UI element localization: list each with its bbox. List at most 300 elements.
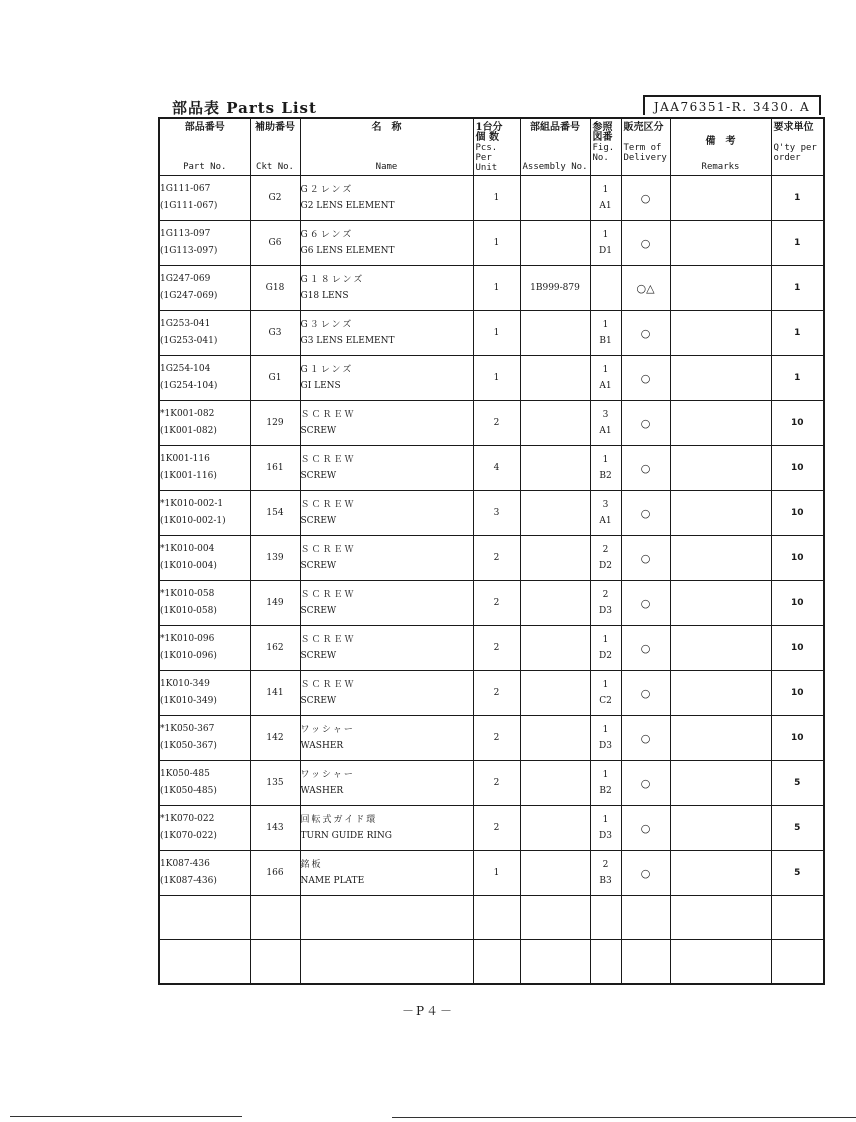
delivery-mark: ○	[640, 731, 651, 745]
assembly-cell	[520, 491, 590, 536]
ckt-no: 129	[266, 418, 284, 428]
remarks-cell	[670, 761, 771, 806]
col-order-qty	[771, 118, 824, 176]
order-qty: 1	[794, 283, 801, 293]
qty-cell	[473, 626, 520, 671]
part-no-cell	[159, 851, 250, 896]
part-no: 1G247-069	[160, 274, 211, 284]
fig-cell	[590, 446, 621, 491]
bottom-rule-right	[392, 1117, 856, 1118]
order-qty-cell	[771, 356, 824, 401]
fig-sheet: 2	[602, 860, 609, 870]
delivery-cell	[621, 221, 670, 266]
part-no-alt: (1K050-367)	[160, 741, 217, 751]
part-no-alt: (1G247-069)	[160, 291, 218, 301]
fig-cell	[590, 671, 621, 716]
order-qty-cell	[771, 446, 824, 491]
part-no: *1K010-004	[160, 544, 215, 554]
qty: 3	[493, 508, 500, 518]
order-qty: 10	[790, 733, 804, 743]
order-qty-cell	[771, 536, 824, 581]
empty-cell	[473, 896, 520, 940]
part-no-cell	[159, 491, 250, 536]
delivery-mark: ○	[640, 551, 651, 565]
empty-cell	[250, 896, 300, 940]
ckt-no: G6	[268, 238, 282, 248]
part-no-alt: (1K087-436)	[160, 876, 217, 886]
remarks-cell	[670, 221, 771, 266]
col-name	[300, 118, 473, 176]
empty-cell	[670, 896, 771, 940]
ckt-no: G3	[268, 328, 282, 338]
qty-cell	[473, 851, 520, 896]
fig-zone: D2	[599, 651, 612, 661]
page-number: －P４－	[401, 1004, 455, 1018]
delivery-mark: ○	[640, 866, 651, 880]
fig-zone: A1	[599, 426, 612, 436]
col-order-en2: order	[773, 153, 801, 163]
delivery-cell	[621, 311, 670, 356]
name-jp: 回転式ガイド環	[300, 815, 378, 825]
col-delivery-en1: Term of	[623, 143, 662, 153]
order-qty-cell	[771, 221, 824, 266]
fig-zone: B2	[599, 471, 612, 481]
empty-cell	[590, 940, 621, 984]
ckt-no-cell	[250, 221, 300, 266]
remarks-cell	[670, 311, 771, 356]
part-no-cell	[159, 806, 250, 851]
part-no: 1G253-041	[160, 319, 211, 329]
col-qty-labels	[476, 123, 518, 173]
assembly-cell	[520, 446, 590, 491]
delivery-mark: ○	[640, 776, 651, 790]
delivery-cell	[621, 446, 670, 491]
order-qty: 10	[790, 508, 804, 518]
fig-cell	[590, 536, 621, 581]
name-jp: G６レンズ	[300, 230, 354, 240]
empty-cell	[159, 896, 250, 940]
remarks-cell	[670, 626, 771, 671]
part-no-cell	[159, 761, 250, 806]
ckt-no-cell	[250, 536, 300, 581]
part-no-alt: (1G113-097)	[160, 246, 218, 256]
order-qty: 5	[794, 778, 801, 788]
part-no-alt: (1K010-058)	[160, 606, 217, 616]
name-jp: ワッシャー	[300, 770, 355, 780]
part-no: 1K050-485	[160, 769, 210, 779]
part-no: 1K010-349	[160, 679, 210, 689]
assembly-cell	[520, 536, 590, 581]
ckt-no-cell	[250, 176, 300, 221]
delivery-cell	[621, 806, 670, 851]
name-en: WASHER	[300, 741, 344, 751]
fig-sheet: 1	[602, 230, 609, 240]
order-qty-cell	[771, 806, 824, 851]
part-no: *1K010-002-1	[160, 499, 224, 509]
fig-cell	[590, 356, 621, 401]
fig-cell	[590, 581, 621, 626]
name-en: WASHER	[300, 786, 344, 796]
ckt-no-cell	[250, 761, 300, 806]
table-row	[159, 671, 824, 716]
name-cell	[300, 851, 473, 896]
fig-sheet: 1	[602, 725, 609, 735]
name-cell	[300, 401, 473, 446]
qty-cell	[473, 266, 520, 311]
delivery-mark: ○	[640, 686, 651, 700]
qty: 1	[493, 868, 500, 878]
part-no-cell	[159, 716, 250, 761]
parts-table-body	[159, 176, 824, 984]
col-ckt-no-jp: 補助番号	[255, 122, 295, 133]
empty-cell	[520, 940, 590, 984]
col-part-no-jp: 部品番号	[184, 122, 225, 133]
col-qty-en1: Pcs. Per	[475, 143, 498, 163]
fig-cell	[590, 491, 621, 536]
order-qty: 10	[790, 463, 804, 473]
col-order-labels	[774, 123, 822, 163]
qty-cell	[473, 356, 520, 401]
order-qty: 5	[794, 868, 801, 878]
header-row	[159, 118, 824, 176]
qty: 2	[493, 418, 500, 428]
name-jp: ＳＣＲＥＷ	[300, 410, 356, 420]
name-cell	[300, 536, 473, 581]
assembly-cell	[520, 581, 590, 626]
name-en: G18 LENS	[300, 291, 349, 301]
part-no-cell	[159, 536, 250, 581]
fig-zone: B1	[599, 336, 612, 346]
delivery-mark: ○	[640, 371, 651, 385]
ckt-no-cell	[250, 806, 300, 851]
part-no: 1G254-104	[160, 364, 211, 374]
document-number: JAA76351-R. 3430. A	[643, 95, 821, 115]
delivery-mark: ○	[640, 236, 651, 250]
assembly-cell	[520, 761, 590, 806]
part-no-alt: (1K001-116)	[160, 471, 217, 481]
ckt-no: 154	[266, 508, 284, 518]
name-en: SCREW	[300, 651, 337, 661]
ckt-no-cell	[250, 356, 300, 401]
empty-cell	[250, 940, 300, 984]
part-no: 1K001-116	[160, 454, 210, 464]
table-row	[159, 176, 824, 221]
assembly-cell	[520, 221, 590, 266]
ckt-no: G18	[265, 283, 285, 293]
qty-cell	[473, 311, 520, 356]
name-cell	[300, 626, 473, 671]
delivery-mark: ○	[640, 596, 651, 610]
delivery-mark: ○△	[636, 281, 655, 295]
remarks-cell	[670, 851, 771, 896]
order-qty-cell	[771, 491, 824, 536]
col-ckt-no-en: Ckt No.	[256, 162, 294, 172]
name-cell	[300, 671, 473, 716]
col-delivery-jp: 販売区分	[623, 122, 664, 133]
part-no-cell	[159, 671, 250, 716]
delivery-cell	[621, 491, 670, 536]
order-qty-cell	[771, 581, 824, 626]
fig-cell	[590, 716, 621, 761]
table-row	[159, 716, 824, 761]
table-row	[159, 761, 824, 806]
name-cell	[300, 266, 473, 311]
qty: 2	[493, 553, 500, 563]
col-qty-jp1: 1台分	[475, 122, 503, 133]
name-jp: ワッシャー	[300, 725, 355, 735]
order-qty-cell	[771, 311, 824, 356]
part-no-alt: (1G111-067)	[160, 201, 218, 211]
qty: 1	[493, 283, 500, 293]
name-jp: 銘板	[300, 860, 323, 870]
col-name-jp: 名 称	[371, 122, 402, 133]
order-qty: 10	[790, 553, 804, 563]
empty-cell	[159, 940, 250, 984]
part-no: *1K070-022	[160, 814, 215, 824]
col-order-en1: Q'ty per	[773, 143, 817, 153]
part-no: 1G113-097	[160, 229, 211, 239]
qty: 1	[493, 328, 500, 338]
empty-cell	[771, 940, 824, 984]
col-remarks	[670, 118, 771, 176]
order-qty: 1	[794, 238, 801, 248]
empty-cell	[473, 940, 520, 984]
name-en: SCREW	[300, 516, 337, 526]
empty-row	[159, 896, 824, 940]
delivery-cell	[621, 176, 670, 221]
empty-cell	[771, 896, 824, 940]
name-cell	[300, 221, 473, 266]
delivery-mark: ○	[640, 191, 651, 205]
fig-zone: D1	[599, 246, 612, 256]
name-jp: ＳＣＲＥＷ	[300, 590, 356, 600]
col-ckt-no	[250, 118, 300, 176]
part-no-alt: (1K001-082)	[160, 426, 217, 436]
ckt-no-cell	[250, 851, 300, 896]
fig-sheet: 1	[602, 815, 609, 825]
remarks-cell	[670, 491, 771, 536]
qty-cell	[473, 401, 520, 446]
qty-cell	[473, 761, 520, 806]
name-cell	[300, 356, 473, 401]
name-jp: ＳＣＲＥＷ	[300, 545, 356, 555]
name-en: NAME PLATE	[300, 876, 365, 886]
name-cell	[300, 581, 473, 626]
name-en: SCREW	[300, 426, 337, 436]
name-en: G6 LENS ELEMENT	[300, 246, 395, 256]
col-part-no	[159, 118, 250, 176]
qty-cell	[473, 446, 520, 491]
fig-cell	[590, 176, 621, 221]
order-qty-cell	[771, 626, 824, 671]
bottom-rule-left	[10, 1116, 242, 1117]
remarks-cell	[670, 176, 771, 221]
name-jp: G３レンズ	[300, 320, 354, 330]
col-fig-en1: Fig.	[592, 143, 615, 153]
fig-sheet: 2	[602, 590, 609, 600]
delivery-cell	[621, 761, 670, 806]
name-jp: G１８レンズ	[300, 275, 365, 285]
fig-sheet: 1	[602, 635, 609, 645]
qty: 2	[493, 688, 500, 698]
empty-cell	[621, 896, 670, 940]
part-no-alt: (1K010-349)	[160, 696, 217, 706]
qty-cell	[473, 491, 520, 536]
name-en: SCREW	[300, 561, 337, 571]
fig-sheet: 1	[602, 455, 609, 465]
empty-cell	[520, 896, 590, 940]
ckt-no-cell	[250, 401, 300, 446]
order-qty-cell	[771, 716, 824, 761]
assembly-cell	[520, 176, 590, 221]
fig-zone: B2	[599, 786, 612, 796]
delivery-cell	[621, 716, 670, 761]
part-no: *1K001-082	[160, 409, 215, 419]
part-no-cell	[159, 176, 250, 221]
name-jp: G２レンズ	[300, 185, 354, 195]
name-cell	[300, 761, 473, 806]
assembly-cell	[520, 311, 590, 356]
order-qty-cell	[771, 671, 824, 716]
fig-sheet: 1	[602, 185, 609, 195]
col-qty-jp2: 個 数	[475, 132, 499, 143]
delivery-cell	[621, 266, 670, 311]
name-cell	[300, 491, 473, 536]
empty-cell	[300, 940, 473, 984]
part-no: 1K087-436	[160, 859, 210, 869]
part-no-alt: (1K010-002-1)	[160, 516, 226, 526]
order-qty-cell	[771, 761, 824, 806]
col-fig	[590, 118, 621, 176]
delivery-mark: ○	[640, 326, 651, 340]
fig-sheet: 1	[602, 680, 609, 690]
ckt-no-cell	[250, 581, 300, 626]
part-no: *1K010-096	[160, 634, 215, 644]
assembly-cell	[520, 851, 590, 896]
col-delivery	[621, 118, 670, 176]
name-cell	[300, 806, 473, 851]
fig-zone: B3	[599, 876, 612, 886]
table-row	[159, 401, 824, 446]
table-row	[159, 806, 824, 851]
qty-cell	[473, 536, 520, 581]
ckt-no: 139	[266, 553, 284, 563]
table-row	[159, 446, 824, 491]
ckt-no-cell	[250, 266, 300, 311]
name-en: TURN GUIDE RING	[300, 831, 392, 841]
order-qty: 1	[794, 328, 801, 338]
table-row	[159, 266, 824, 311]
ckt-no: 161	[266, 463, 284, 473]
fig-cell	[590, 221, 621, 266]
table-row	[159, 626, 824, 671]
ckt-no: G2	[268, 193, 282, 203]
qty: 4	[493, 463, 500, 473]
table-row	[159, 221, 824, 266]
qty: 1	[493, 193, 500, 203]
assembly-cell	[520, 401, 590, 446]
part-no-cell	[159, 311, 250, 356]
fig-sheet: 2	[602, 545, 609, 555]
ckt-no-cell	[250, 626, 300, 671]
fig-zone: C2	[599, 696, 612, 706]
part-no-alt: (1K050-485)	[160, 786, 217, 796]
assembly-cell	[520, 266, 590, 311]
qty: 2	[493, 643, 500, 653]
part-no: *1K010-058	[160, 589, 215, 599]
part-no-alt: (1K010-096)	[160, 651, 217, 661]
delivery-cell	[621, 626, 670, 671]
part-no-alt: (1G254-104)	[160, 381, 218, 391]
ckt-no: 141	[266, 688, 284, 698]
name-en: SCREW	[300, 696, 337, 706]
remarks-cell	[670, 356, 771, 401]
name-en: SCREW	[300, 471, 337, 481]
part-no-cell	[159, 581, 250, 626]
name-cell	[300, 446, 473, 491]
delivery-cell	[621, 581, 670, 626]
fig-sheet: 3	[602, 500, 609, 510]
order-qty: 1	[794, 193, 801, 203]
name-jp: G１レンズ	[300, 365, 354, 375]
part-no-cell	[159, 356, 250, 401]
remarks-cell	[670, 806, 771, 851]
empty-row	[159, 940, 824, 984]
qty-cell	[473, 581, 520, 626]
fig-cell	[590, 761, 621, 806]
col-delivery-en2: Delivery	[623, 153, 667, 163]
table-row	[159, 311, 824, 356]
delivery-mark: ○	[640, 821, 651, 835]
parts-table	[158, 117, 825, 985]
col-assembly-jp: 部組品番号	[530, 122, 580, 133]
assembly-no: 1B999-879	[530, 283, 580, 293]
table-row	[159, 536, 824, 581]
fig-zone: A1	[599, 516, 612, 526]
fig-sheet: 1	[602, 770, 609, 780]
delivery-cell	[621, 356, 670, 401]
col-fig-jp2: 図番	[592, 132, 613, 143]
remarks-cell	[670, 581, 771, 626]
fig-cell	[590, 806, 621, 851]
ckt-no-cell	[250, 491, 300, 536]
qty-cell	[473, 716, 520, 761]
assembly-cell	[520, 716, 590, 761]
remarks-cell	[670, 671, 771, 716]
fig-cell	[590, 401, 621, 446]
ckt-no: 162	[266, 643, 284, 653]
name-en: SCREW	[300, 606, 337, 616]
assembly-cell	[520, 806, 590, 851]
remarks-cell	[670, 716, 771, 761]
col-fig-jp1: 参照	[592, 122, 613, 133]
name-en: GI LENS	[300, 381, 341, 391]
name-cell	[300, 311, 473, 356]
ckt-no-cell	[250, 716, 300, 761]
ckt-no-cell	[250, 311, 300, 356]
part-no-alt: (1G253-041)	[160, 336, 218, 346]
col-fig-en2: No.	[592, 153, 609, 163]
delivery-mark: ○	[640, 461, 651, 475]
part-no-cell	[159, 401, 250, 446]
col-fig-labels	[593, 123, 619, 163]
qty: 2	[493, 733, 500, 743]
remarks-cell	[670, 401, 771, 446]
delivery-cell	[621, 851, 670, 896]
part-no-cell	[159, 446, 250, 491]
qty: 1	[493, 238, 500, 248]
order-qty: 10	[790, 418, 804, 428]
